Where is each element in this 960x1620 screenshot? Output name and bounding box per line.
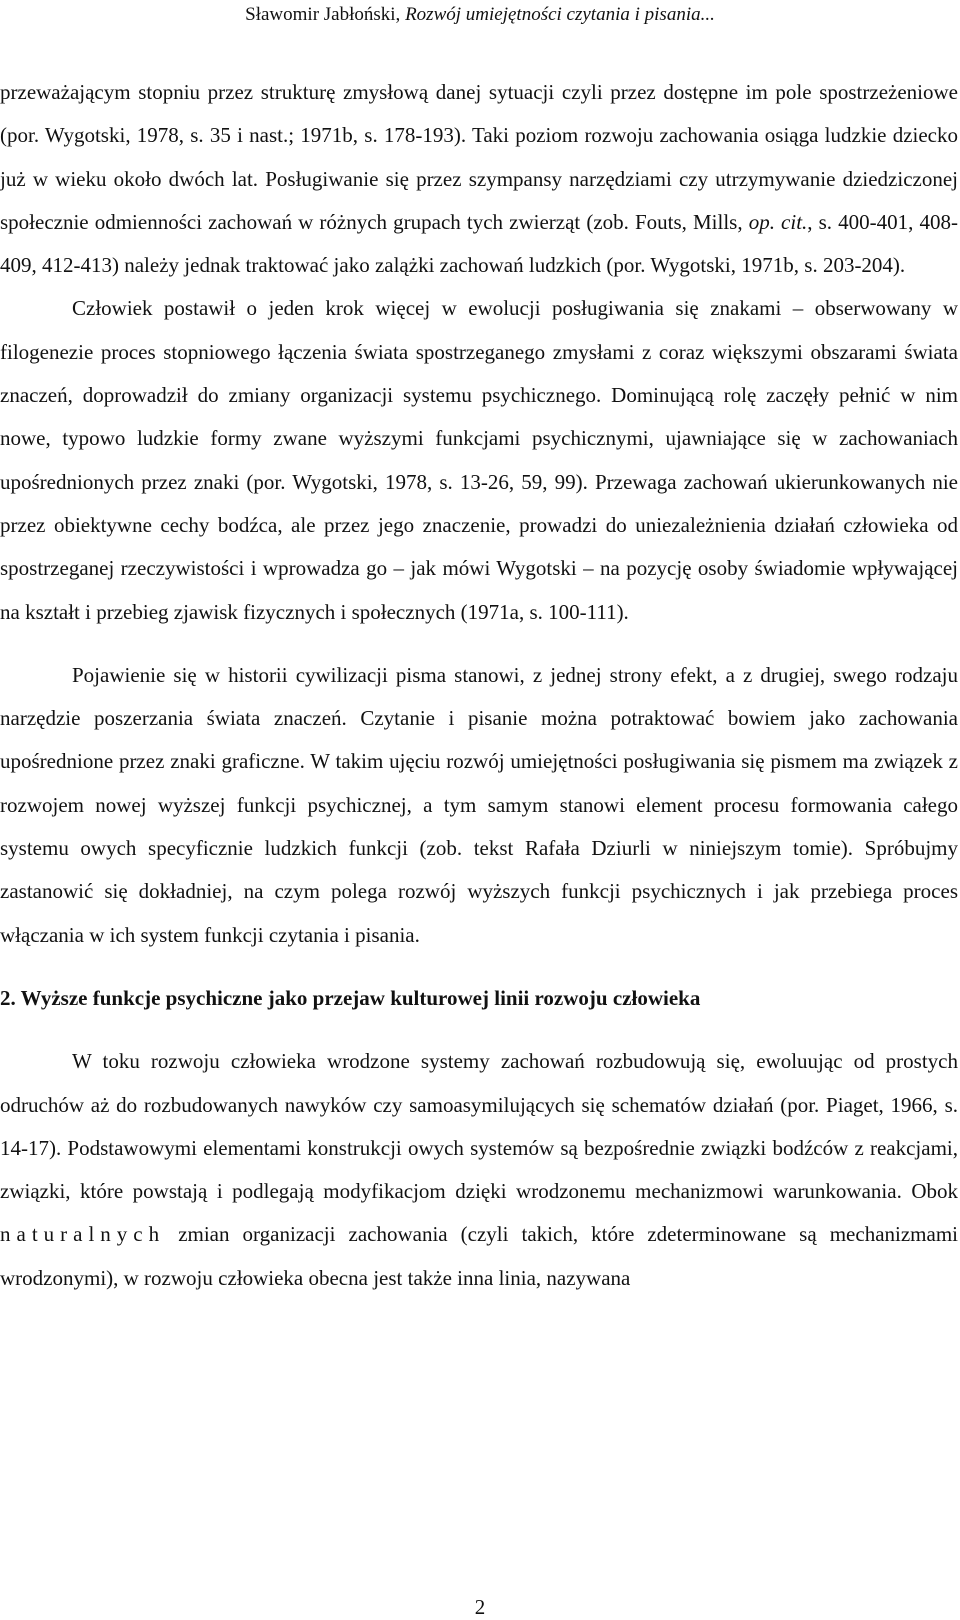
paragraph-4-part-b: zmian organizacji zachowania (czyli takich, które zdeterminowane są mechanizmami wrodzonymi), w rozwoju człowieka obecna jest także inna linia, nazywana <box>0 1222 958 1290</box>
paragraph-1 <box>0 71 958 287</box>
document-body <box>0 71 958 1300</box>
spaced-term: naturalnych <box>0 1222 166 1247</box>
section-heading: 2. Wyższe funkcje psychiczne jako przejaw kulturowej linii rozwoju człowieka <box>0 985 701 1010</box>
running-header <box>0 4 960 26</box>
paragraph-3: Pojawienie się w historii cywilizacji pisma stanowi, z jednej strony efekt, a z drugiej, swego rodzaju narzędzie poszerzania świata znaczeń. Czytanie i pisanie można potraktować bowiem jako zachowania upośrednione przez znaki graficzne. W takim ujęciu rozwój umiejętności posługiwania się pismem ma związek z rozwojem nowej wyższej funkcji psychicznej, a tym samym stanowi element procesu formowania całego systemu owych specyficznie ludzkich funkcji (zob. tekst Rafała Dziurli w niniejszym tomie). Spróbujmy zastanowić się dokładniej, na czym polega rozwój wyższych funkcji psychicznych i jak przebiega proces włączania w ich system funkcji czytania i pisania. <box>0 662 958 947</box>
paragraph-4-part-a: W toku rozwoju człowieka wrodzone systemy zachowań rozbudowują się, ewoluując od prostych odruchów aż do rozbudowanych nawyków czy samoasymilujących się schematów działań (por. Piaget, 1966, s. 14-17). Podstawowymi elementami konstrukcji owych systemów są bezpośrednie związki bodźców z reakcjami, związki, które powstają i podlegają modyfikacjom dzięki wrodzonemu mechanizmowi warunkowania. Obok <box>0 1049 958 1204</box>
header-author: Sławomir Jabłoński, <box>245 4 401 25</box>
paragraph-2: Człowiek postawił o jeden krok więcej w ewolucji posługiwania się znakami – obserwowany w filogenezie proces stopniowego łączenia świata spostrzeganego zmysłami z coraz większymi obszarami świata znaczeń, doprowadził do zmiany organizacji systemu psychicznego. Dominującą rolę zaczęły pełnić w nim nowe, typowo ludzkie formy zwane wyższymi funkcjami psychicznymi, ujawniające się w zachowaniach upośrednionych przez znaki (por. Wygotski, 1978, s. 13-26, 59, 99). Przewaga zachowań ukierunkowanych nie przez obiektywne cechy bodźca, ale przez jego znaczenie, prowadzi do uniezależnienia działań człowieka od spostrzeganej rzeczywistości i wprowadza go – jak mówi Wygotski – na pozycję osoby świadomie wpływającej na kształt i przebieg zjawisk fizycznych i społecznych (1971a, s. 100-111). <box>0 296 958 624</box>
paragraph-1-part-a: przeważającym stopniu przez strukturę zmysłową danej sytuacji czyli przez dostępne im pole spostrzeżeniowe (por. Wygotski, 1978, s. 35 i nast.; 1971b, s. 178-193). Taki poziom rozwoju zachowania osiąga ludzkie dziecko już w wieku około dwóch lat. Posługiwanie się przez szympansy narzędziami czy utrzymywanie dziedziczonej społecznie odmienności zachowań w różnych grupach tych zwierząt (zob. Fouts, Mills, <box>0 80 958 234</box>
paragraph-1-part-b: , s. 400-401, 408-409, 412-413) należy jednak traktować jako zalążki zachowań ludzkich (por. Wygotski, 1971b, s. 203-204). <box>0 209 958 278</box>
op-cit-italic: op. cit. <box>748 209 808 234</box>
paragraph-4 <box>0 1040 958 1300</box>
header-title: Rozwój umiejętności czytania i pisania... <box>405 4 715 25</box>
page-number: 2 <box>474 1595 486 1619</box>
